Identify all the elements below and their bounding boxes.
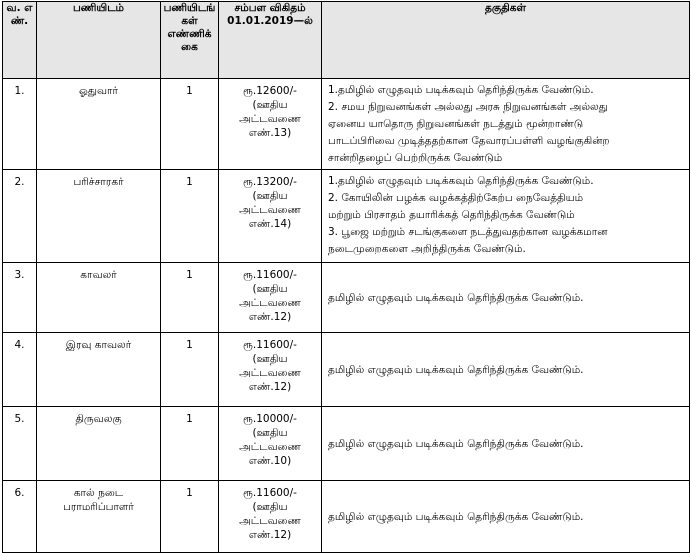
pay-cell [219,263,322,333]
pay-amount: ரூ.11600/- [243,487,297,499]
qualification-line: தமிழில் எழுதவும் படிக்கவும் தெரிந்திருக்க வேண்டும். [328,510,584,523]
pay-note: (ஊதிய [252,427,288,439]
qualification-line: 3. பூஜை மற்றும் சடங்குகளை நடத்துவதற்கான வழக்கமான [328,226,608,238]
count-cell: 1 [161,170,219,263]
qualification-cell [322,263,690,333]
qualification-line: ஏனைய யாதொரு நிறுவனங்கள் நடத்தும் மூன்றாண்டு [328,118,584,130]
pay-note: அட்டவணை [239,297,301,309]
qualification-line: மற்றும் பிரசாதம் தயாரிக்கத் தெரிந்திருக்க வேண்டும் [328,209,575,221]
table-row [3,79,690,170]
qualification-line: நடைமுறைகளை அறிந்திருக்க வேண்டும். [328,243,526,255]
count-cell: 1 [161,407,219,481]
post-cell: பரிச்சாரகர் [37,170,161,263]
qualification-cell [322,333,690,407]
pay-note: எண்.10) [248,455,292,467]
header-pay-scale: சம்பள விகிதம் 01.01.2019—ல் [219,2,322,79]
table-row [3,407,690,481]
qualification-line: தமிழில் எழுதவும் படிக்கவும் தெரிந்திருக்க வேண்டும். [328,291,584,304]
pay-note: அட்டவணை [239,441,301,453]
sl-no-cell: 6. [3,481,37,553]
pay-note: (ஊதிய [252,501,288,513]
table-row [3,481,690,553]
pay-note: (ஊதிய [252,99,288,111]
qualification-line: 1.தமிழில் எழுதவும் படிக்கவும் தெரிந்திருக்க வேண்டும். [328,84,594,96]
sl-no-cell: 1. [3,79,37,170]
qualification-line: பாடப்பிரிவை முடித்ததற்கான தேவாரப்பள்ளி வழங்குகின்ற [328,135,610,147]
qualification-cell [322,170,690,263]
post-cell: ஓதுவார் [37,79,161,170]
qualification-line: சான்றிதழைப் பெற்றிருக்க வேண்டும் [328,152,503,164]
table-header-row [3,2,690,79]
count-cell: 1 [161,481,219,553]
pay-note: எண்.13) [248,127,292,139]
pay-cell [219,79,322,170]
pay-note: அட்டவணை [239,515,301,527]
pay-note: (ஊதிய [252,283,288,295]
sl-no-cell: 4. [3,333,37,407]
pay-cell [219,481,322,553]
pay-amount: ரூ.11600/- [243,269,297,281]
header-qualification: தகுதிகள் [322,2,690,79]
table-row [3,263,690,333]
header-sl-no: வ. எ ண். [3,2,37,79]
sl-no-cell: 5. [3,407,37,481]
pay-note: அட்டவணை [239,367,301,379]
qualification-line: 2. கோயிலின் பழக்க வழக்கத்திற்கேற்ப நைவேத்தியம் [328,192,584,204]
pay-amount: ரூ.10000/- [243,413,297,425]
count-cell: 1 [161,263,219,333]
pay-note: (ஊதிய [252,353,288,365]
qualification-line: தமிழில் எழுதவும் படிக்கவும் தெரிந்திருக்க வேண்டும். [328,363,584,376]
pay-note: அட்டவணை [239,204,301,216]
pay-note: எண்.14) [248,218,292,230]
count-cell: 1 [161,79,219,170]
sl-no-cell: 2. [3,170,37,263]
qualification-line: 1.தமிழில் எழுதவும் படிக்கவும் தெரிந்திருக்க வேண்டும். [328,175,594,187]
pay-amount: ரூ.11600/- [243,339,297,351]
table-row [3,170,690,263]
post-cell: காவலர் [37,263,161,333]
header-post: பணியிடம் [37,2,161,79]
post-cell: இரவு காவலர் [37,333,161,407]
pay-note: எண்.12) [248,311,292,323]
count-cell: 1 [161,333,219,407]
qualification-cell [322,79,690,170]
qualification-cell [322,407,690,481]
pay-cell [219,170,322,263]
pay-note: அட்டவணை [239,113,301,125]
pay-note: எண்.12) [248,529,292,541]
pay-note: எண்.12) [248,381,292,393]
post-cell: திருவலகு [37,407,161,481]
qualification-line: தமிழில் எழுதவும் படிக்கவும் தெரிந்திருக்க வேண்டும். [328,437,584,450]
pay-cell [219,407,322,481]
qualification-cell [322,481,690,553]
header-count: பணியிடங் கள் எண்ணிக் கை [161,2,219,79]
qualification-line: 2. சமய நிறுவனங்கள் அல்லது அரசு நிறுவனங்கள் அல்லது [328,101,608,113]
sl-no-cell: 3. [3,263,37,333]
post-cell: கால் நடை பராமரிப்பாளர் [37,481,161,553]
recruitment-table [2,1,690,553]
pay-cell [219,333,322,407]
pay-amount: ரூ.12600/- [243,85,297,97]
table-row [3,333,690,407]
pay-note: (ஊதிய [252,190,288,202]
pay-amount: ரூ.13200/- [243,176,297,188]
